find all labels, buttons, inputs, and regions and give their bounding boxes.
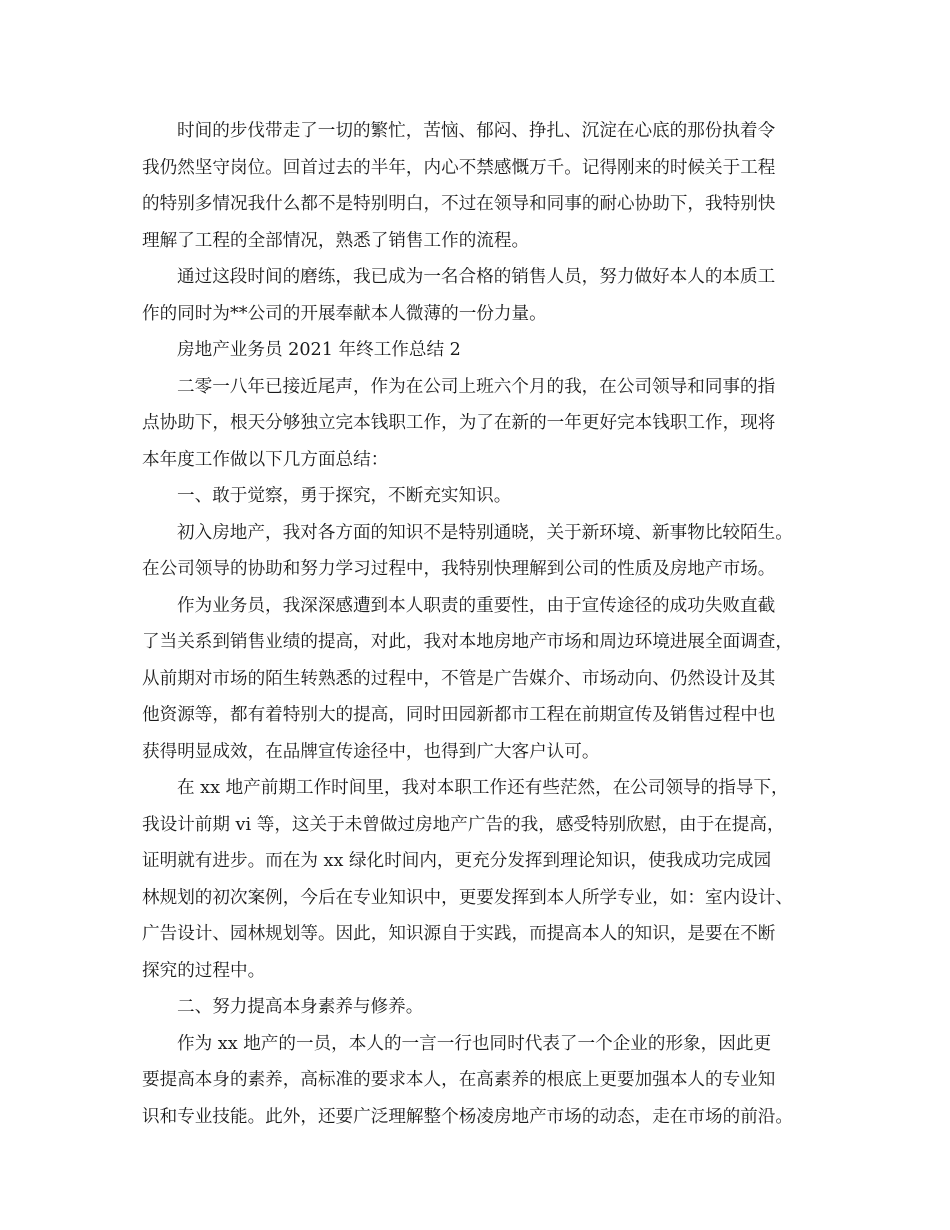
section-title: 房地产业务员 2021 年终工作总结 2	[177, 340, 461, 360]
paragraph-line: 他资源等，都有着特别大的提高，同时田园新都市工程在前期宣传及销售过程中也	[142, 705, 776, 725]
paragraph-line: 的特别多情况我什么都不是特别明白，不过在领导和同事的耐心协助下，我特别快	[142, 194, 776, 214]
paragraph-line: 通过这段时间的磨练，我已成为一名合格的销售人员，努力做好本人的本质工	[177, 267, 776, 287]
paragraph-line: 林规划的初次案例，今后在专业知识中，更要发挥到本人所学专业，如：室内设计、	[142, 887, 793, 908]
paragraph-line: 我仍然坚守岗位。回首过去的半年，内心不禁感慨万千。记得刚来的时候关于工程	[142, 157, 776, 178]
paragraph-line: 作为 xx 地产的一员，本人的一言一行也同时代表了一个企业的形象，因此更	[177, 1033, 772, 1054]
section-heading: 一、敢于觉察，勇于探究，不断充实知识。	[177, 486, 512, 506]
paragraph-line: 作的同时为**公司的开展奉献本人微薄的一份力量。	[142, 303, 547, 324]
paragraph-line: 点协助下，根天分够独立完本钱职工作，为了在新的一年更好完本钱职工作，现将	[142, 413, 776, 433]
paragraph-line: 要提高本身的素养，高标准的要求本人，在高素养的根底上更要加强本人的专业知	[142, 1070, 776, 1090]
paragraph-line: 二零一八年已接近尾声，作为在公司上班六个月的我，在公司领导和同事的指	[177, 376, 776, 397]
document-body	[142, 113, 822, 1135]
paragraph-line: 识和专业技能。此外，还要广泛理解整个杨凌房地产市场的动态，走在市场的前沿。	[142, 1106, 793, 1127]
paragraph-line: 时间的步伐带走了一切的繁忙，苦恼、郁闷、挣扎、沉淀在心底的那份执着令	[177, 121, 776, 141]
paragraph-line: 理解了工程的全部情况，熟悉了销售工作的流程。	[142, 230, 530, 251]
paragraph-line: 获得明显成效，在品牌宣传途径中，也得到广大客户认可。	[142, 741, 600, 762]
paragraph-line: 证明就有进步。而在为 xx 绿化时间内，更充分发挥到理论知识，使我成功完成园	[142, 851, 772, 871]
paragraph-line: 在公司领导的协助和努力学习过程中，我特别快理解到公司的性质及房地产市场。	[142, 559, 776, 579]
paragraph-line: 探究的过程中。	[142, 960, 266, 981]
paragraph-line: 我设计前期 vi 等，这关于未曾做过房地产广告的我，感受特别欣慰，由于在提高，	[142, 814, 785, 835]
paragraph-line: 从前期对市场的陌生转熟悉的过程中，不管是广告媒介、市场动向、仍然设计及其	[142, 668, 776, 689]
paragraph-line: 广告设计、园林规划等。因此，知识源自于实践，而提高本人的知识，是要在不断	[142, 924, 776, 944]
paragraph-line: 在 xx 地产前期工作时间里，我对本职工作还有些茫然，在公司领导的指导下，	[177, 778, 789, 798]
paragraph-line: 初入房地产，我对各方面的知识不是特别通晓，关于新环境、新事物比较陌生。	[177, 522, 793, 543]
paragraph-line: 本年度工作做以下几方面总结：	[142, 449, 389, 470]
section-heading: 二、努力提高本身素养与修养。	[177, 997, 424, 1017]
paragraph-line: 了当关系到销售业绩的提高，对此，我对本地房地产市场和周边环境进展全面调查，	[142, 632, 793, 652]
paragraph-line: 作为业务员，我深深感遭到本人职责的重要性，由于宣传途径的成功失败直截	[177, 595, 776, 616]
